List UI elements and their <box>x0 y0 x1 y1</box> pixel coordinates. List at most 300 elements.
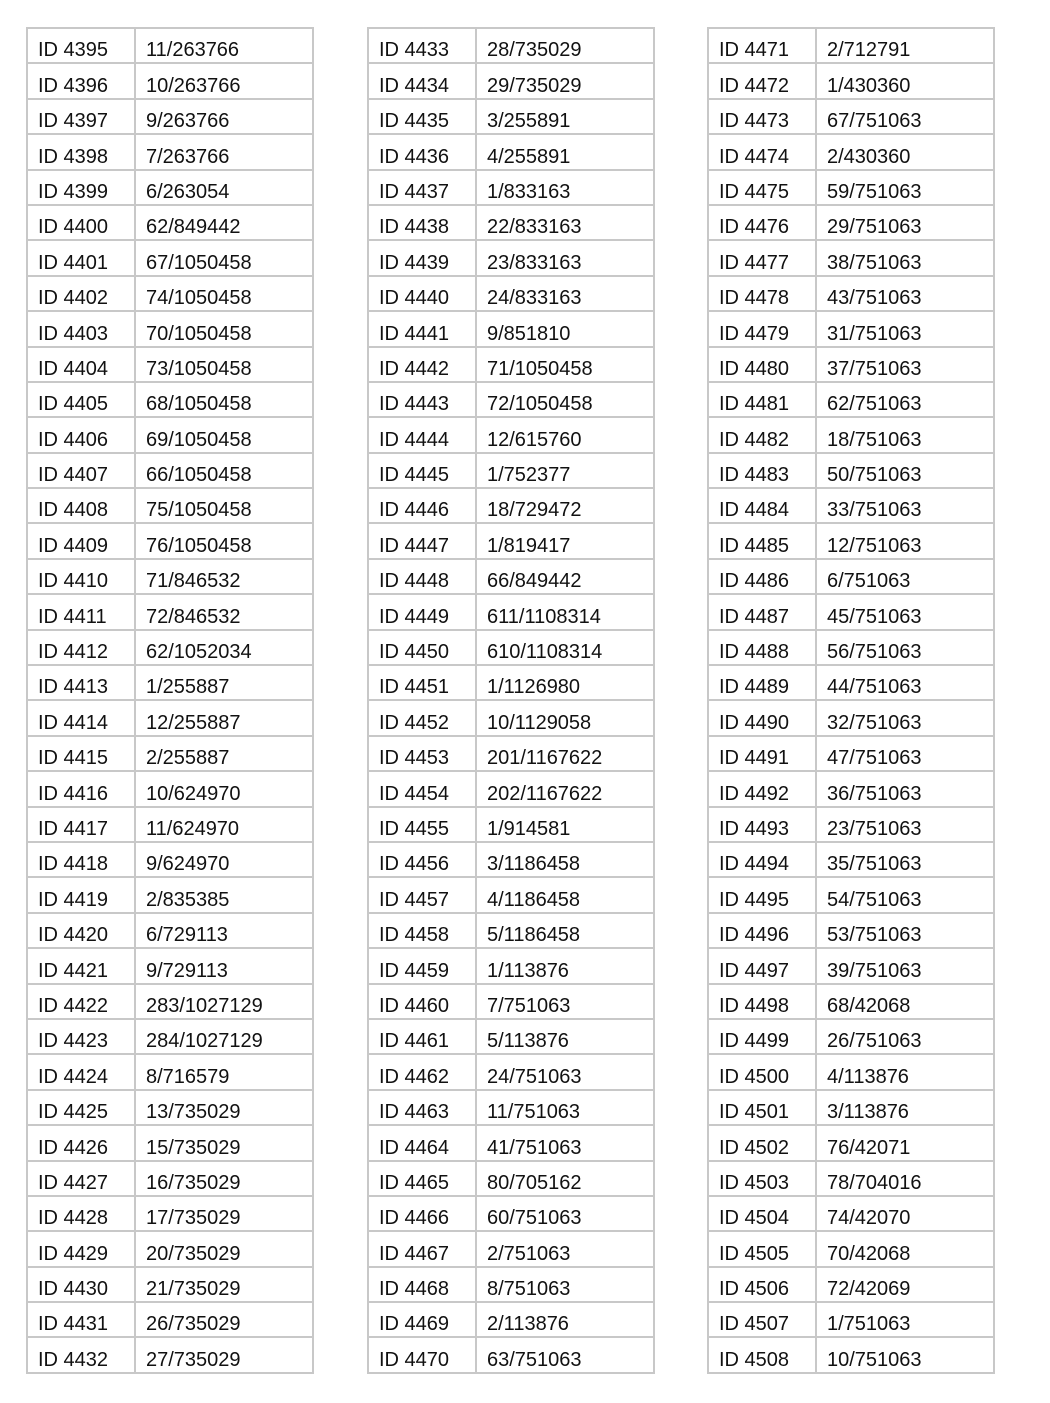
reference-cell: 5/113876 <box>476 1019 654 1054</box>
table-row <box>368 559 654 594</box>
table-row <box>368 134 654 169</box>
table-row <box>708 771 994 806</box>
reference-cell: 12/615760 <box>476 417 654 452</box>
id-cell: ID 4448 <box>368 559 476 594</box>
id-cell: ID 4475 <box>708 170 816 205</box>
reference-cell: 8/751063 <box>476 1267 654 1302</box>
reference-cell: 39/751063 <box>816 948 994 983</box>
reference-cell: 201/1167622 <box>476 736 654 771</box>
reference-cell: 56/751063 <box>816 630 994 665</box>
id-cell: ID 4463 <box>368 1090 476 1125</box>
table-row <box>368 1090 654 1125</box>
table-row <box>708 807 994 842</box>
id-cell: ID 4429 <box>27 1231 135 1266</box>
id-cell: ID 4403 <box>27 311 135 346</box>
id-cell: ID 4438 <box>368 205 476 240</box>
id-cell: ID 4420 <box>27 913 135 948</box>
reference-cell: 74/42070 <box>816 1196 994 1231</box>
id-cell: ID 4431 <box>27 1302 135 1337</box>
reference-cell: 36/751063 <box>816 771 994 806</box>
table-row <box>708 665 994 700</box>
reference-cell: 1/752377 <box>476 453 654 488</box>
reference-cell: 1/914581 <box>476 807 654 842</box>
table-row <box>368 28 654 63</box>
id-cell: ID 4436 <box>368 134 476 169</box>
reference-cell: 4/255891 <box>476 134 654 169</box>
table-row <box>708 1019 994 1054</box>
table-row <box>708 488 994 523</box>
reference-cell: 72/1050458 <box>476 382 654 417</box>
reference-cell: 10/1129058 <box>476 700 654 735</box>
reference-cell: 62/1052034 <box>135 630 313 665</box>
id-cell: ID 4466 <box>368 1196 476 1231</box>
id-cell: ID 4425 <box>27 1090 135 1125</box>
reference-cell: 12/255887 <box>135 700 313 735</box>
id-cell: ID 4414 <box>27 700 135 735</box>
table-row <box>27 417 313 452</box>
reference-cell: 4/1186458 <box>476 877 654 912</box>
reference-cell: 66/1050458 <box>135 453 313 488</box>
table-row <box>708 948 994 983</box>
table-row <box>368 594 654 629</box>
reference-cell: 12/751063 <box>816 523 994 558</box>
id-cell: ID 4483 <box>708 453 816 488</box>
table-row <box>27 807 313 842</box>
reference-cell: 2/255887 <box>135 736 313 771</box>
reference-cell: 2/835385 <box>135 877 313 912</box>
reference-cell: 24/833163 <box>476 276 654 311</box>
reference-cell: 62/751063 <box>816 382 994 417</box>
table-row <box>368 1267 654 1302</box>
reference-cell: 76/1050458 <box>135 523 313 558</box>
reference-cell: 3/255891 <box>476 99 654 134</box>
id-cell: ID 4453 <box>368 736 476 771</box>
id-cell: ID 4460 <box>368 984 476 1019</box>
reference-cell: 16/735029 <box>135 1161 313 1196</box>
reference-cell: 31/751063 <box>816 311 994 346</box>
id-cell: ID 4467 <box>368 1231 476 1266</box>
table-row <box>27 665 313 700</box>
id-cell: ID 4465 <box>368 1161 476 1196</box>
id-cell: ID 4452 <box>368 700 476 735</box>
id-cell: ID 4489 <box>708 665 816 700</box>
id-cell: ID 4472 <box>708 63 816 98</box>
table-row <box>708 984 994 1019</box>
table-row <box>368 842 654 877</box>
table-row <box>708 1054 994 1089</box>
id-cell: ID 4473 <box>708 99 816 134</box>
table-row <box>27 948 313 983</box>
id-cell: ID 4477 <box>708 240 816 275</box>
reference-cell: 68/1050458 <box>135 382 313 417</box>
id-cell: ID 4440 <box>368 276 476 311</box>
reference-cell: 59/751063 <box>816 170 994 205</box>
id-cell: ID 4417 <box>27 807 135 842</box>
reference-cell: 78/704016 <box>816 1161 994 1196</box>
reference-cell: 72/846532 <box>135 594 313 629</box>
table-row <box>368 1337 654 1372</box>
id-cell: ID 4505 <box>708 1231 816 1266</box>
table-row <box>368 1196 654 1231</box>
id-cell: ID 4470 <box>368 1337 476 1372</box>
reference-cell: 67/751063 <box>816 99 994 134</box>
id-cell: ID 4488 <box>708 630 816 665</box>
id-cell: ID 4493 <box>708 807 816 842</box>
reference-cell: 3/1186458 <box>476 842 654 877</box>
reference-cell: 21/735029 <box>135 1267 313 1302</box>
table-row <box>368 347 654 382</box>
id-cell: ID 4426 <box>27 1125 135 1160</box>
id-cell: ID 4427 <box>27 1161 135 1196</box>
id-cell: ID 4491 <box>708 736 816 771</box>
id-cell: ID 4490 <box>708 700 816 735</box>
reference-cell: 8/716579 <box>135 1054 313 1089</box>
id-cell: ID 4400 <box>27 205 135 240</box>
id-cell: ID 4499 <box>708 1019 816 1054</box>
id-cell: ID 4441 <box>368 311 476 346</box>
reference-cell: 17/735029 <box>135 1196 313 1231</box>
reference-cell: 5/1186458 <box>476 913 654 948</box>
table-row <box>27 630 313 665</box>
table-row <box>708 523 994 558</box>
table-row <box>27 453 313 488</box>
table-row <box>27 700 313 735</box>
table-row <box>368 1161 654 1196</box>
id-cell: ID 4497 <box>708 948 816 983</box>
id-cell: ID 4469 <box>368 1302 476 1337</box>
table-row <box>27 240 313 275</box>
id-cell: ID 4433 <box>368 28 476 63</box>
reference-cell: 67/1050458 <box>135 240 313 275</box>
reference-cell: 70/42068 <box>816 1231 994 1266</box>
reference-cell: 7/263766 <box>135 134 313 169</box>
reference-cell: 45/751063 <box>816 594 994 629</box>
table-row <box>27 842 313 877</box>
reference-cell: 6/729113 <box>135 913 313 948</box>
table-row <box>368 311 654 346</box>
table-row <box>368 488 654 523</box>
reference-cell: 1/1126980 <box>476 665 654 700</box>
id-cell: ID 4480 <box>708 347 816 382</box>
table-row <box>368 1054 654 1089</box>
reference-cell: 50/751063 <box>816 453 994 488</box>
id-cell: ID 4422 <box>27 984 135 1019</box>
table-row <box>27 347 313 382</box>
reference-cell: 38/751063 <box>816 240 994 275</box>
id-cell: ID 4481 <box>708 382 816 417</box>
id-cell: ID 4411 <box>27 594 135 629</box>
table-row <box>708 99 994 134</box>
reference-cell: 32/751063 <box>816 700 994 735</box>
reference-cell: 10/751063 <box>816 1337 994 1372</box>
id-cell: ID 4482 <box>708 417 816 452</box>
reference-cell: 60/751063 <box>476 1196 654 1231</box>
reference-cell: 66/849442 <box>476 559 654 594</box>
table-row <box>708 594 994 629</box>
id-cell: ID 4424 <box>27 1054 135 1089</box>
table-row <box>368 240 654 275</box>
table-row <box>27 63 313 98</box>
reference-cell: 202/1167622 <box>476 771 654 806</box>
table-row <box>368 205 654 240</box>
id-cell: ID 4444 <box>368 417 476 452</box>
id-cell: ID 4419 <box>27 877 135 912</box>
reference-cell: 35/751063 <box>816 842 994 877</box>
id-cell: ID 4398 <box>27 134 135 169</box>
reference-cell: 2/430360 <box>816 134 994 169</box>
table-row <box>27 99 313 134</box>
id-cell: ID 4479 <box>708 311 816 346</box>
reference-cell: 71/1050458 <box>476 347 654 382</box>
id-cell: ID 4405 <box>27 382 135 417</box>
table-row <box>708 382 994 417</box>
reference-cell: 1/430360 <box>816 63 994 98</box>
reference-cell: 23/833163 <box>476 240 654 275</box>
table-row <box>708 205 994 240</box>
table-row <box>708 1196 994 1231</box>
id-cell: ID 4458 <box>368 913 476 948</box>
table-row <box>27 1090 313 1125</box>
reference-cell: 1/751063 <box>816 1302 994 1337</box>
id-cell: ID 4430 <box>27 1267 135 1302</box>
reference-cell: 3/113876 <box>816 1090 994 1125</box>
id-cell: ID 4404 <box>27 347 135 382</box>
id-cell: ID 4407 <box>27 453 135 488</box>
id-cell: ID 4498 <box>708 984 816 1019</box>
reference-cell: 1/819417 <box>476 523 654 558</box>
reference-cell: 18/751063 <box>816 417 994 452</box>
id-cell: ID 4485 <box>708 523 816 558</box>
table-row <box>27 311 313 346</box>
id-cell: ID 4459 <box>368 948 476 983</box>
id-cell: ID 4468 <box>368 1267 476 1302</box>
table-row <box>27 1125 313 1160</box>
reference-cell: 27/735029 <box>135 1337 313 1372</box>
id-cell: ID 4406 <box>27 417 135 452</box>
reference-cell: 611/1108314 <box>476 594 654 629</box>
table-row <box>368 877 654 912</box>
id-cell: ID 4501 <box>708 1090 816 1125</box>
table-row <box>27 771 313 806</box>
table-row <box>27 276 313 311</box>
id-cell: ID 4435 <box>368 99 476 134</box>
reference-cell: 1/833163 <box>476 170 654 205</box>
table-row <box>27 134 313 169</box>
reference-cell: 75/1050458 <box>135 488 313 523</box>
reference-cell: 10/624970 <box>135 771 313 806</box>
id-cell: ID 4401 <box>27 240 135 275</box>
id-cell: ID 4461 <box>368 1019 476 1054</box>
reference-cell: 2/751063 <box>476 1231 654 1266</box>
reference-cell: 47/751063 <box>816 736 994 771</box>
id-cell: ID 4455 <box>368 807 476 842</box>
id-cell: ID 4476 <box>708 205 816 240</box>
id-cell: ID 4408 <box>27 488 135 523</box>
table-row <box>708 700 994 735</box>
id-cell: ID 4492 <box>708 771 816 806</box>
table-row <box>27 1054 313 1089</box>
reference-cell: 11/751063 <box>476 1090 654 1125</box>
id-cell: ID 4484 <box>708 488 816 523</box>
reference-cell: 1/113876 <box>476 948 654 983</box>
reference-cell: 80/705162 <box>476 1161 654 1196</box>
table-row <box>708 1161 994 1196</box>
table-row <box>708 63 994 98</box>
table-row <box>708 28 994 63</box>
reference-cell: 11/263766 <box>135 28 313 63</box>
id-cell: ID 4399 <box>27 170 135 205</box>
reference-cell: 29/751063 <box>816 205 994 240</box>
reference-cell: 11/624970 <box>135 807 313 842</box>
table-row <box>368 417 654 452</box>
id-table-column-3 <box>707 27 995 1374</box>
reference-cell: 9/263766 <box>135 99 313 134</box>
id-cell: ID 4500 <box>708 1054 816 1089</box>
reference-cell: 69/1050458 <box>135 417 313 452</box>
table-row <box>368 276 654 311</box>
table-row <box>27 170 313 205</box>
reference-cell: 6/263054 <box>135 170 313 205</box>
reference-cell: 29/735029 <box>476 63 654 98</box>
reference-cell: 33/751063 <box>816 488 994 523</box>
id-cell: ID 4397 <box>27 99 135 134</box>
reference-cell: 22/833163 <box>476 205 654 240</box>
id-cell: ID 4502 <box>708 1125 816 1160</box>
id-cell: ID 4464 <box>368 1125 476 1160</box>
table-row <box>708 1267 994 1302</box>
id-cell: ID 4506 <box>708 1267 816 1302</box>
reference-cell: 15/735029 <box>135 1125 313 1160</box>
table-row <box>708 1125 994 1160</box>
table-row <box>708 311 994 346</box>
table-row <box>368 771 654 806</box>
reference-cell: 2/113876 <box>476 1302 654 1337</box>
table-row <box>368 736 654 771</box>
id-cell: ID 4445 <box>368 453 476 488</box>
id-cell: ID 4450 <box>368 630 476 665</box>
table-row <box>27 736 313 771</box>
table-row <box>708 453 994 488</box>
id-cell: ID 4439 <box>368 240 476 275</box>
id-cell: ID 4410 <box>27 559 135 594</box>
reference-cell: 70/1050458 <box>135 311 313 346</box>
table-row <box>27 1267 313 1302</box>
reference-cell: 53/751063 <box>816 913 994 948</box>
id-cell: ID 4454 <box>368 771 476 806</box>
table-row <box>368 382 654 417</box>
table-row <box>708 1231 994 1266</box>
id-table-column-1 <box>26 27 314 1374</box>
reference-cell: 4/113876 <box>816 1054 994 1089</box>
table-row <box>708 134 994 169</box>
table-row <box>708 417 994 452</box>
table-row <box>708 276 994 311</box>
table-row <box>368 99 654 134</box>
table-row <box>368 1019 654 1054</box>
id-cell: ID 4495 <box>708 877 816 912</box>
reference-cell: 23/751063 <box>816 807 994 842</box>
id-cell: ID 4462 <box>368 1054 476 1089</box>
table-row <box>708 559 994 594</box>
table-row <box>27 523 313 558</box>
table-row <box>27 1161 313 1196</box>
id-cell: ID 4434 <box>368 63 476 98</box>
id-cell: ID 4409 <box>27 523 135 558</box>
id-cell: ID 4508 <box>708 1337 816 1372</box>
id-cell: ID 4395 <box>27 28 135 63</box>
reference-cell: 10/263766 <box>135 63 313 98</box>
id-cell: ID 4416 <box>27 771 135 806</box>
table-row <box>708 736 994 771</box>
table-row <box>27 1196 313 1231</box>
table-row <box>368 453 654 488</box>
reference-cell: 9/729113 <box>135 948 313 983</box>
reference-cell: 6/751063 <box>816 559 994 594</box>
table-row <box>708 630 994 665</box>
id-cell: ID 4474 <box>708 134 816 169</box>
id-cell: ID 4428 <box>27 1196 135 1231</box>
table-row <box>368 170 654 205</box>
table-row <box>368 913 654 948</box>
table-row <box>368 63 654 98</box>
reference-cell: 284/1027129 <box>135 1019 313 1054</box>
reference-cell: 41/751063 <box>476 1125 654 1160</box>
table-row <box>368 523 654 558</box>
id-cell: ID 4421 <box>27 948 135 983</box>
table-row <box>27 913 313 948</box>
id-cell: ID 4446 <box>368 488 476 523</box>
id-cell: ID 4418 <box>27 842 135 877</box>
table-row <box>27 559 313 594</box>
table-row <box>368 1125 654 1160</box>
id-cell: ID 4496 <box>708 913 816 948</box>
id-cell: ID 4457 <box>368 877 476 912</box>
id-cell: ID 4432 <box>27 1337 135 1372</box>
reference-cell: 26/751063 <box>816 1019 994 1054</box>
id-cell: ID 4437 <box>368 170 476 205</box>
id-cell: ID 4503 <box>708 1161 816 1196</box>
table-row <box>27 1337 313 1372</box>
table-row <box>27 382 313 417</box>
table-row <box>708 877 994 912</box>
table-row <box>368 948 654 983</box>
reference-cell: 9/624970 <box>135 842 313 877</box>
id-cell: ID 4486 <box>708 559 816 594</box>
table-row <box>27 594 313 629</box>
table-row <box>368 700 654 735</box>
id-table-column-2 <box>367 27 655 1374</box>
reference-cell: 68/42068 <box>816 984 994 1019</box>
id-cell: ID 4402 <box>27 276 135 311</box>
table-row <box>368 1302 654 1337</box>
reference-cell: 72/42069 <box>816 1267 994 1302</box>
table-row <box>27 1231 313 1266</box>
id-cell: ID 4478 <box>708 276 816 311</box>
reference-cell: 283/1027129 <box>135 984 313 1019</box>
table-row <box>27 1302 313 1337</box>
table-row <box>368 807 654 842</box>
table-row <box>27 205 313 240</box>
table-row <box>708 1302 994 1337</box>
table-row <box>708 913 994 948</box>
table-row <box>27 28 313 63</box>
table-row <box>27 984 313 1019</box>
id-cell: ID 4451 <box>368 665 476 700</box>
table-row <box>708 842 994 877</box>
id-cell: ID 4507 <box>708 1302 816 1337</box>
table-row <box>708 170 994 205</box>
reference-cell: 7/751063 <box>476 984 654 1019</box>
